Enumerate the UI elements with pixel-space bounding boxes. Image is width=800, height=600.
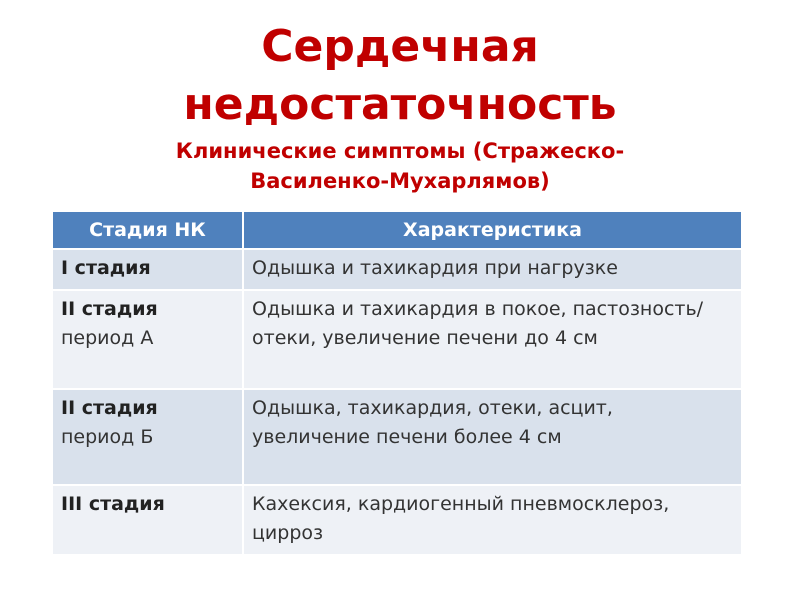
table-row bbox=[53, 389, 741, 485]
period-label: период А bbox=[61, 327, 154, 349]
description-cell: Одышка, тахикардия, отеки, асцит, увеличение печени более 4 см bbox=[243, 389, 741, 485]
description-cell: Кахексия, кардиогенный пневмосклероз, цирроз bbox=[243, 485, 741, 555]
stage-cell bbox=[53, 485, 243, 555]
stage-cell bbox=[53, 290, 243, 389]
header-characteristic: Характеристика bbox=[243, 212, 741, 249]
stage-label: I стадия bbox=[61, 257, 151, 279]
description-cell: Одышка и тахикардия при нагрузке bbox=[243, 249, 741, 290]
slide-title bbox=[0, 18, 800, 134]
stages-table bbox=[53, 212, 741, 556]
table-header-row bbox=[53, 212, 741, 249]
stage-cell bbox=[53, 249, 243, 290]
description-cell: Одышка и тахикардия в покое, пастозность/отеки, увеличение печени до 4 см bbox=[243, 290, 741, 389]
stage-label: III стадия bbox=[61, 493, 165, 515]
subtitle-line-2: Василенко-Мухарлямов) bbox=[250, 169, 550, 193]
table-row bbox=[53, 290, 741, 389]
stage-cell bbox=[53, 389, 243, 485]
title-line-1: Сердечная bbox=[261, 21, 539, 72]
stage-label: II стадия bbox=[61, 397, 158, 419]
stage-label: II стадия bbox=[61, 298, 158, 320]
table-row bbox=[53, 485, 741, 555]
header-stage: Стадия НК bbox=[53, 212, 243, 249]
title-line-2: недостаточность bbox=[183, 79, 617, 130]
period-label: период Б bbox=[61, 426, 154, 448]
slide-subtitle bbox=[0, 136, 800, 196]
table-row bbox=[53, 249, 741, 290]
subtitle-line-1: Клинические симптомы (Стражеско- bbox=[175, 139, 625, 163]
